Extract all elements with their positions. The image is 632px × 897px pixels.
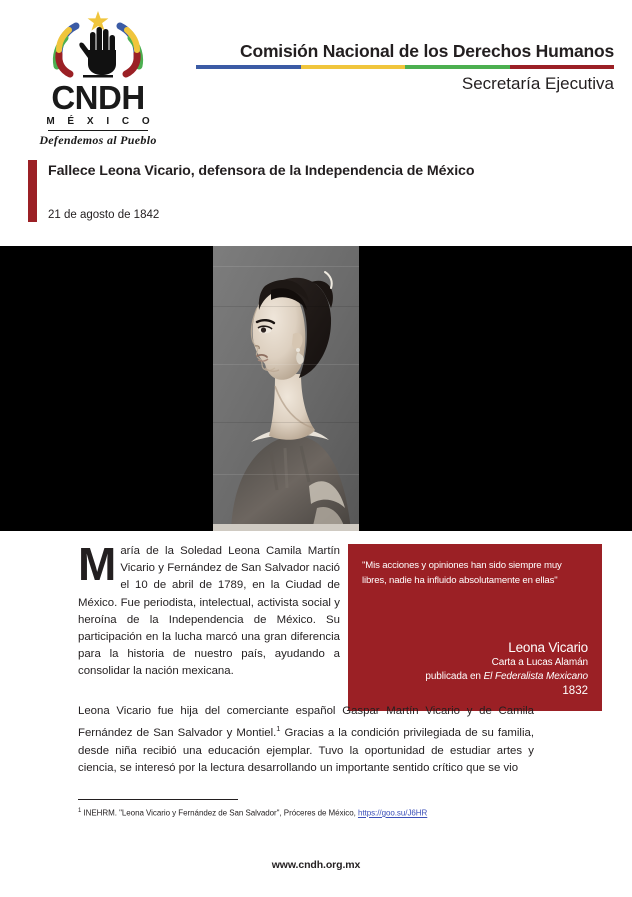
color-bar-blue — [196, 65, 301, 69]
pull-quote-box — [348, 544, 602, 711]
quote-source-letter: Carta a Lucas Alamán — [491, 657, 588, 668]
footer-website-url[interactable]: www.cndh.org.mx — [271, 859, 361, 871]
quote-year: 1832 — [562, 685, 588, 697]
logo-country: M É X I C O — [46, 116, 155, 127]
department-name: Secretaría Ejecutiva — [461, 74, 614, 93]
footnote-source: INEHRM. "Leona Vicario y Fernández de San Salvador", Próceres de México, — [83, 808, 358, 818]
paragraph-two-text-a: Leona Vicario fue hija del comerciante español Gaspar Martín Vicario y de Camila Fernández de San Salvador y Montiel. — [78, 705, 534, 740]
paragraph-one-text: aría de la Soledad Leona Camila Martín Vicario y Fernández de San Salvador nació el 10 de abril de 1789, en la Ciudad de México. Fue periodista, intelectual, activista social y heroína de la Independencia de México. Su participación en la lucha marcó una gran diferencia para la historia de nuestro país, ayudando a consolidar la nación mexicana. — [78, 545, 340, 678]
color-bar-yellow — [301, 65, 406, 69]
footnote-marker-inline[interactable]: 1 — [276, 724, 281, 734]
title-block — [0, 148, 632, 246]
color-bar-green — [405, 65, 510, 69]
cndh-hand-laurel-star-emblem — [22, 8, 174, 80]
color-bar-red — [510, 65, 615, 69]
footnote-link[interactable]: https://goo.su/J6HR — [357, 808, 428, 818]
page-header — [0, 0, 632, 148]
paragraph-one — [78, 538, 340, 681]
portrait-band — [0, 246, 632, 531]
quote-text: "Mis acciones y opiniones han sido siempre muy libres, nadie ha influido absolutamente en ellas" — [362, 560, 562, 586]
footnote-text — [78, 806, 538, 819]
logo-tagline: Defendemos al Pueblo — [39, 133, 157, 147]
title-accent-bar — [28, 160, 37, 222]
cndh-logo — [22, 8, 174, 147]
paragraph-two — [78, 703, 534, 777]
quote-source-prefix: publicada en — [425, 671, 484, 682]
header-titles — [196, 40, 614, 95]
leona-vicario-portrait — [213, 246, 359, 531]
quote-attribution — [425, 639, 588, 699]
article-content — [0, 531, 632, 897]
logo-divider — [48, 130, 148, 131]
drop-cap: M — [78, 538, 117, 590]
quote-author: Leona Vicario — [508, 640, 588, 655]
quote-source-title: El Federalista Mexicano — [483, 671, 588, 682]
footnote-number: 1 — [78, 808, 82, 814]
brand-color-bar — [196, 65, 614, 69]
page-title: Fallece Leona Vicario, defensora de la Independencia de México — [48, 163, 475, 179]
footnote-divider — [78, 799, 238, 800]
footnote-block — [78, 799, 538, 819]
page-footer — [0, 855, 632, 873]
organization-name: Comisión Nacional de los Derechos Humanos — [240, 41, 614, 61]
quote-source-publication — [425, 670, 588, 684]
logo-acronym: CNDH — [51, 79, 145, 116]
document-date: 21 de agosto de 1842 — [48, 209, 160, 221]
paragraph-two-text-b: Gracias a la condición privilegiada de su familia, desde niña recibió una educación ejemplar. Tuvo la oportunidad de estudiar artes y ciencia, se interesó por la lectura desarrollando un importante sentido crítico que se vio — [78, 727, 534, 775]
